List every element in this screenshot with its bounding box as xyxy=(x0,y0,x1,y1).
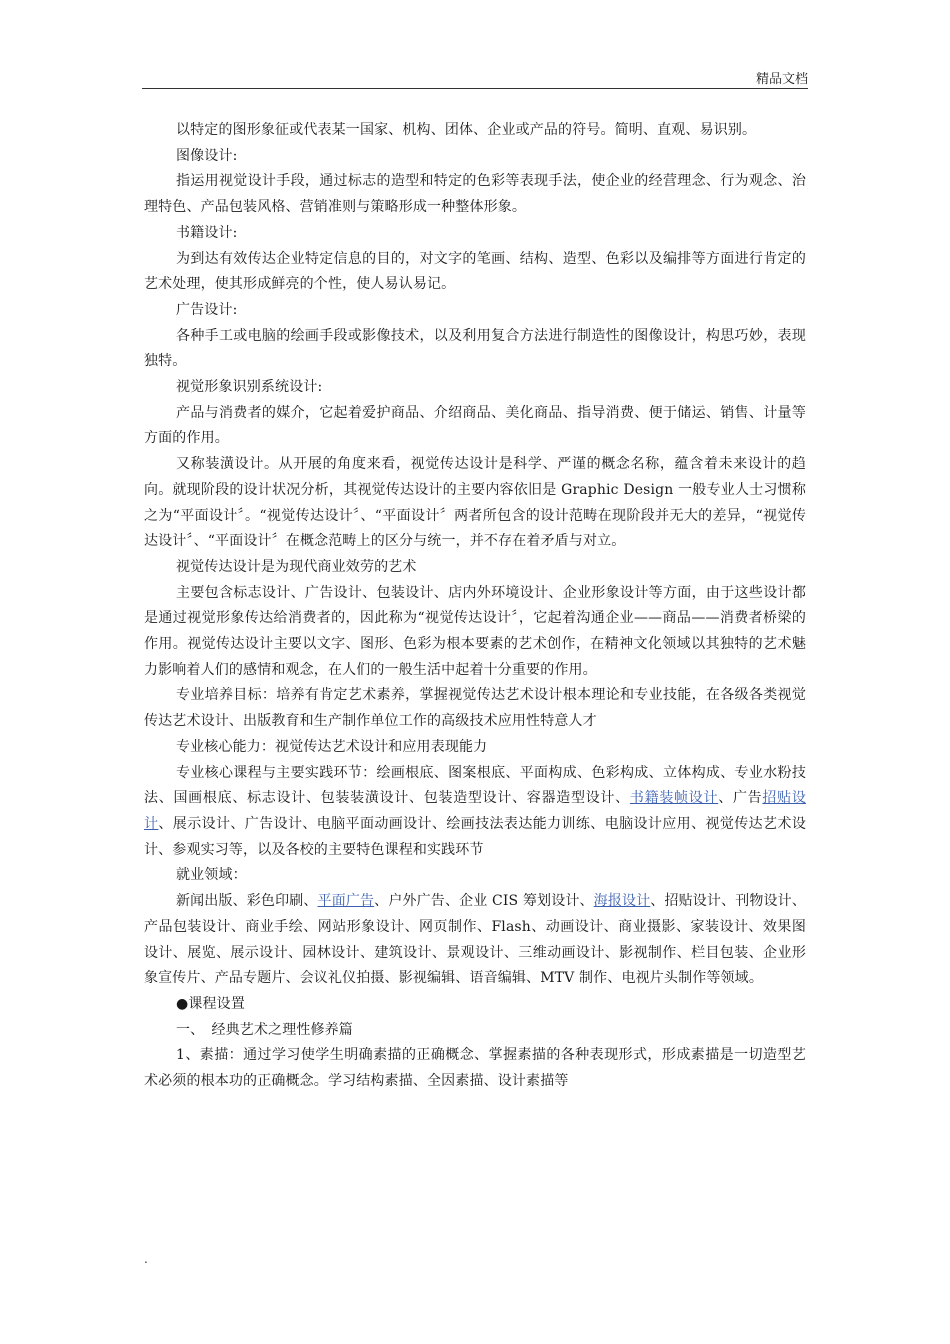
paragraph: 就业领域： xyxy=(176,867,247,884)
paragraph: 1、素描：通过学习使学生明确素描的正确概念、掌握素描的各种表现形式，形成素描是一切造型艺术必须的根本功的正确概念。学习结构素描、全因素描、设计素描等 xyxy=(144,1047,806,1090)
section-heading-ad-design: 广告设计: xyxy=(176,301,238,318)
text-segment: 新闻出版、彩色印刷、 xyxy=(176,893,318,910)
section-heading-book-design: 书籍设计: xyxy=(176,224,238,241)
page-header xyxy=(142,66,808,89)
link-book-binding-design[interactable]: 书籍装帧设计 xyxy=(629,790,719,807)
text-segment: 、广告 xyxy=(718,790,763,807)
document-body xyxy=(144,118,806,1095)
paragraph-employment xyxy=(144,889,806,992)
paragraph: 专业培养目标：培养有肯定艺术素养，掌握视觉传达艺术设计根本理论和专业技能，在各级各类视觉传达艺术设计、出版教育和生产制作单位工作的高级技术应用性特意人才 xyxy=(144,687,806,730)
footer-mark: . xyxy=(144,1252,148,1266)
text-segment: 、展示设计、广告设计、电脑平面动画设计、绘画技法表达能力训练、电脑设计应用、视觉传达艺术设计、参观实习等，以及各校的主要特色课程和实践环节 xyxy=(144,815,807,858)
header-title: 精品文档 xyxy=(755,72,808,87)
paragraph: 又称装潢设计。从开展的角度来看，视觉传达设计是科学、严谨的概念名称，蕴含着未来设计的趋向。就现阶段的设计状况分析，其视觉传达设计的主要内容依旧是 Graphic Design 一般专业人士习惯称之为“平面设计〞。“视觉传达设计〞、“平面设计〞两者所包含的设计范畴在现阶段并无大的差异，“视觉传达设计〞、“平面设计〞在概念范畴上的区分与统一，并不存在着矛盾与对立。 xyxy=(144,456,806,550)
paragraph: 一、 经典艺术之理性修养篇 xyxy=(176,1021,353,1038)
course-settings-heading: ●课程设置 xyxy=(176,995,245,1012)
text-segment: 专业核心课程与主要实践环节：绘画根底、图案根底、平面构成、色彩构成、立体构成、专业水粉技法、国画根底、标志设计、包装装潢设计、包装造型设计、容器造型设计、 xyxy=(144,764,806,807)
text-segment: 、招贴设计、刊物设计、产品包装设计、商业手绘、网站形象设计、网页制作、Flash、动画设计、商业摄影、家装设计、效果图设计、展览、展示设计、园林设计、建筑设计、景观设计、三维动画设计、影视制作、栏目包装、企业形象宣传片、产品专题片、会议礼仪拍摄、影视编辑、语音编辑、MTV 制作、电视片头制作等领域。 xyxy=(144,893,806,987)
link-print-advertising[interactable]: 平面广告 xyxy=(317,893,375,910)
paragraph: 产品与消费者的媒介，它起着爱护商品、介绍商品、美化商品、指导消费、便于储运、销售、计量等方面的作用。 xyxy=(144,404,806,447)
paragraph: 为到达有效传达企业特定信息的目的，对文字的笔画、结构、造型、色彩以及编排等方面进行肯定的艺术处理，使其形成鲜亮的个性，使人易认易记。 xyxy=(144,250,806,293)
text-segment: 、户外广告、企业 CIS 筹划设计、 xyxy=(374,893,594,910)
paragraph: 视觉传达设计是为现代商业效劳的艺术 xyxy=(176,558,417,575)
paragraph: 指运用视觉设计手段，通过标志的造型和特定的色彩等表现手法，使企业的经营理念、行为观念、治理特色、产品包装风格、营销准则与策略形成一种整体形象。 xyxy=(144,173,806,216)
link-poster-design[interactable]: 招贴设计 xyxy=(144,790,806,832)
section-heading-vi-design: 视觉形象识别系统设计: xyxy=(176,379,323,396)
paragraph: 各种手工或电脑的绘画手段或影像技术，以及利用复合方法进行制造性的图像设计，构思巧妙，表现独特。 xyxy=(144,327,806,370)
link-poster-design-2[interactable]: 海报设计 xyxy=(593,893,651,910)
paragraph: 以特定的图形象征或代表某一国家、机构、团体、企业或产品的符号。简明、直观、易识别。 xyxy=(176,122,757,138)
section-heading-image-design: 图像设计: xyxy=(176,147,238,164)
paragraph-core-courses xyxy=(144,761,806,864)
paragraph: 主要包含标志设计、广告设计、包装设计、店内外环境设计、企业形象设计等方面，由于这些设计都是通过视觉形象传达给消费者的，因此称为“视觉传达设计〞，它起着沟通企业——商品——消费者桥梁的作用。视觉传达设计主要以文字、图形、色彩为根本要素的艺术创作，在精神文化领域以其独特的艺术魅力影响着人们的感情和观念，在人们的一般生活中起着十分重要的作用。 xyxy=(144,584,806,678)
paragraph: 专业核心能力：视觉传达艺术设计和应用表现能力 xyxy=(176,738,488,755)
